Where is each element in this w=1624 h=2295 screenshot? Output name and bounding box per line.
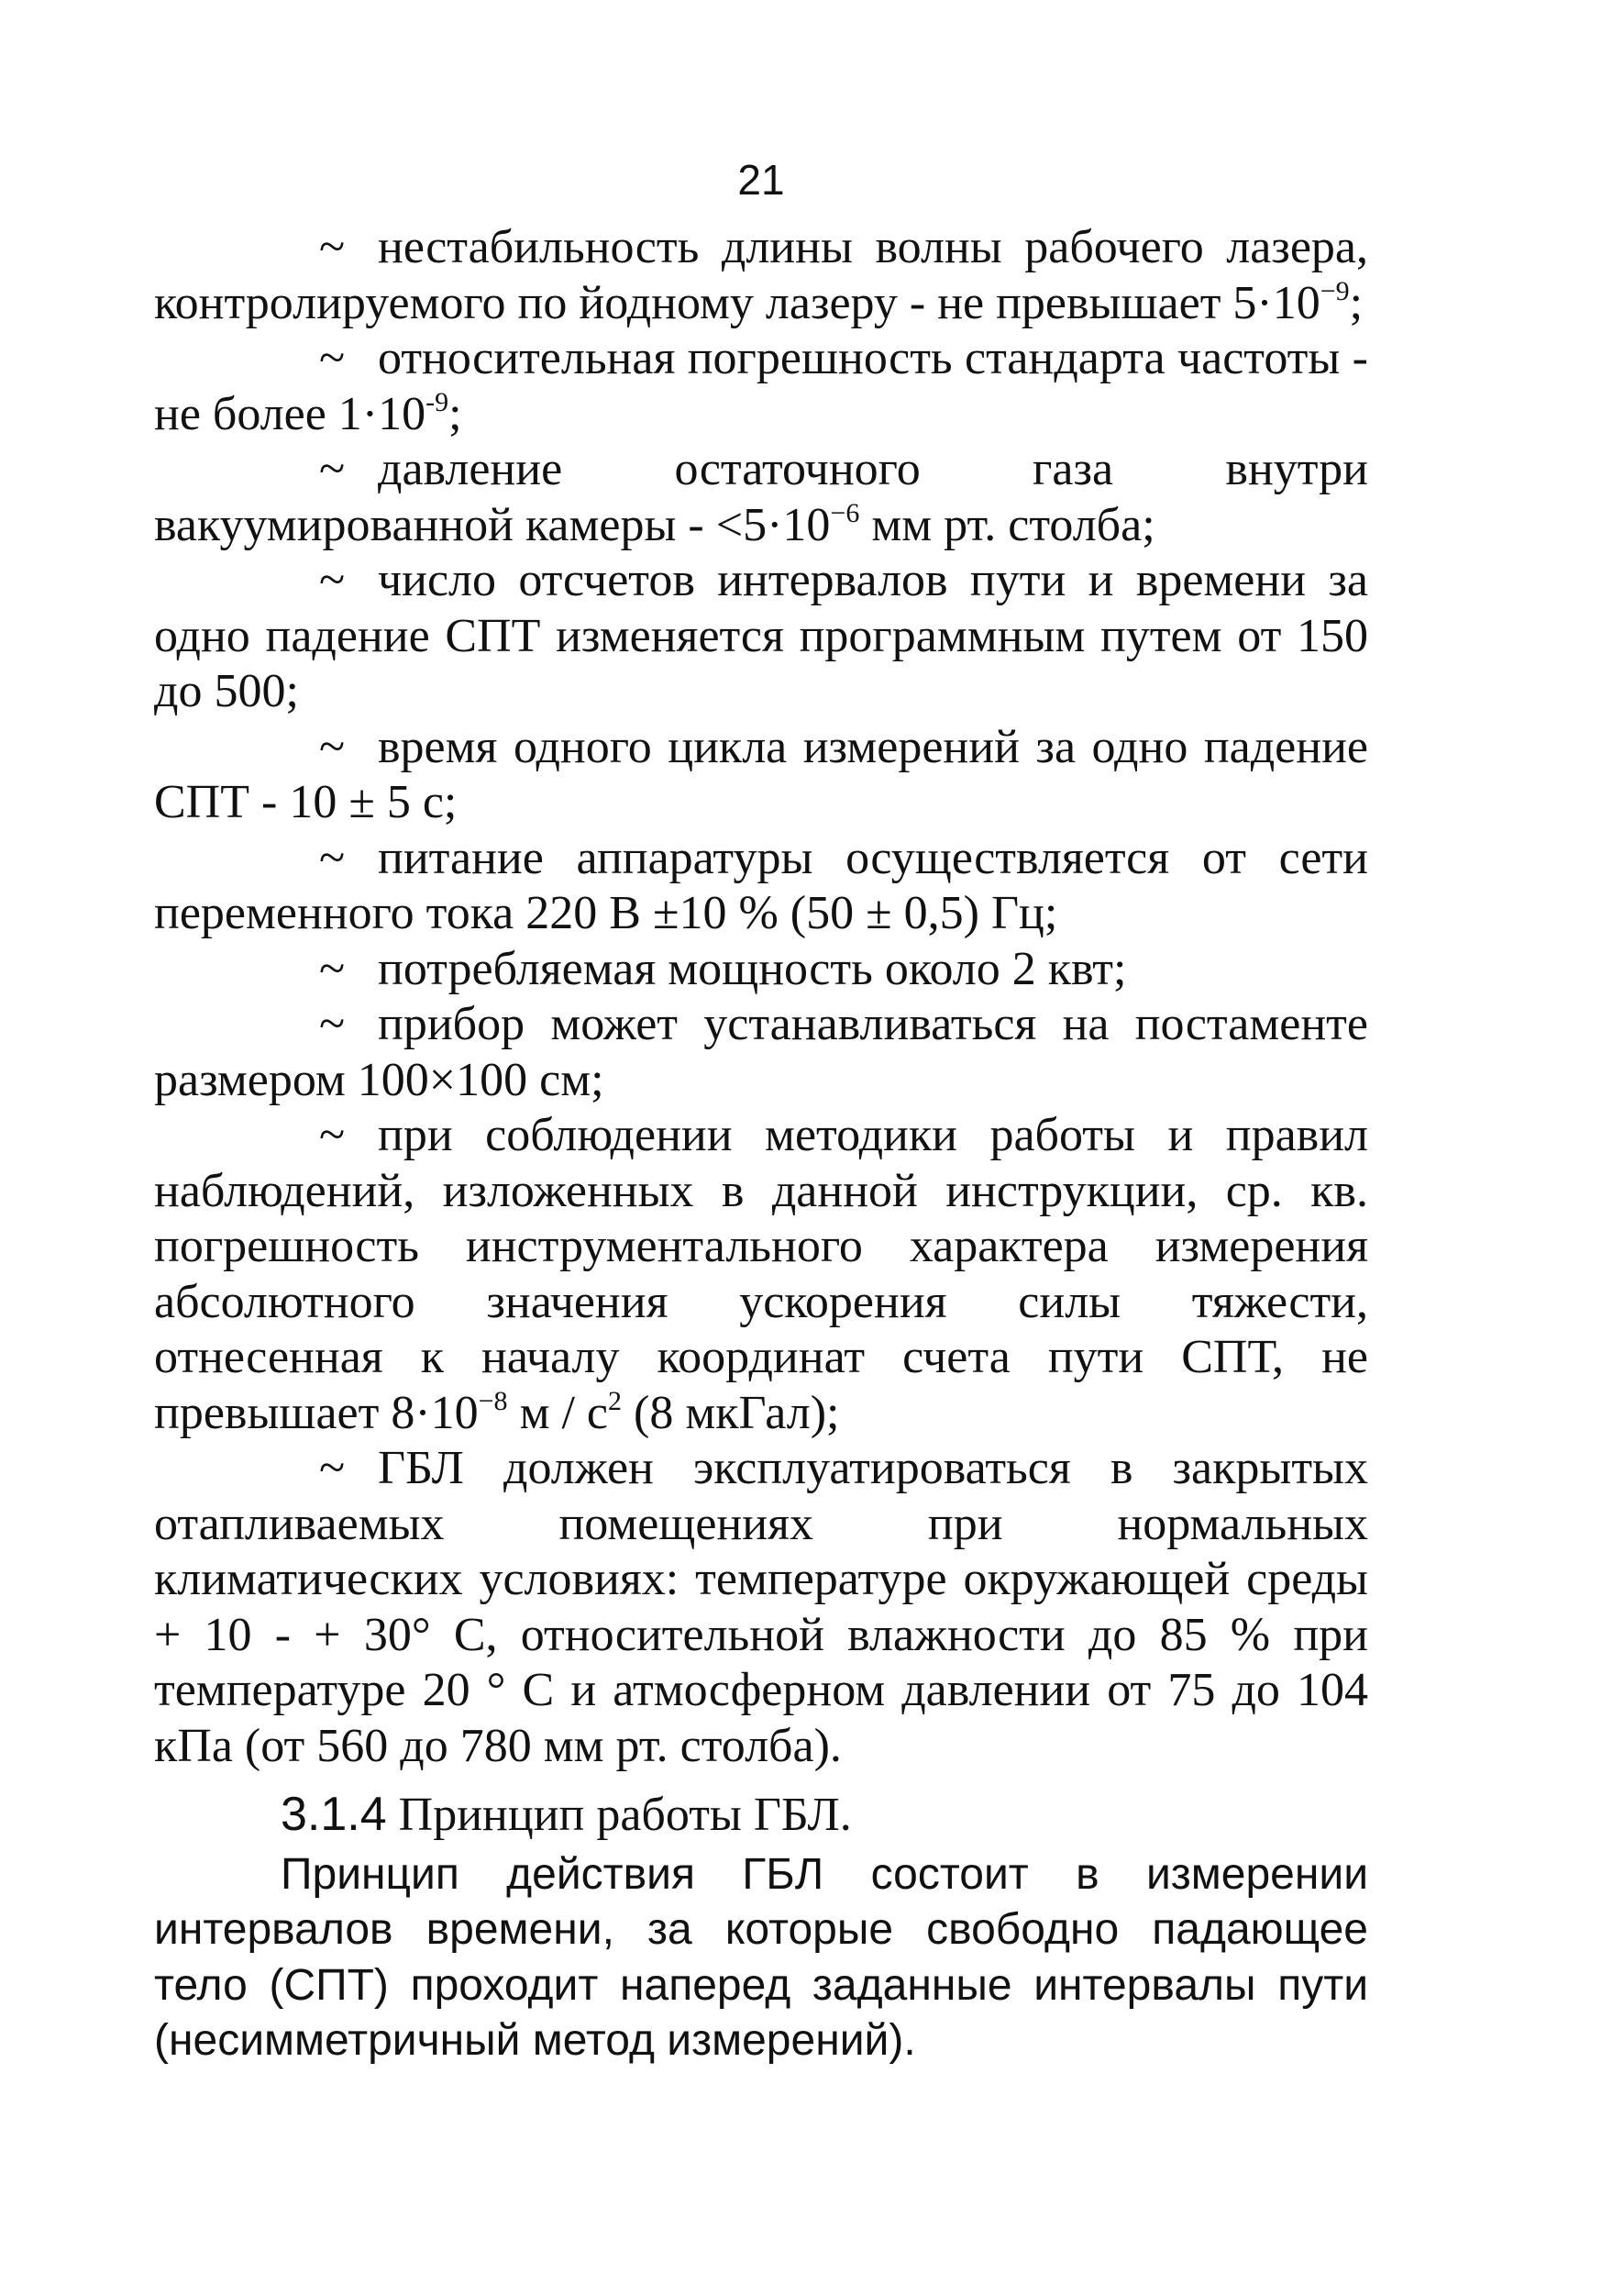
section-title: Принцип работы ГБЛ. [398,1789,852,1841]
exponent: -9 [425,386,449,417]
list-item-text: потребляемая мощность около 2 квт; [378,942,1127,995]
list-marker: ~ [319,443,346,495]
list-item-suffix: м / с [507,1386,608,1439]
section-number: 3.1.4 [281,1788,387,1841]
list-item-text: при соблюдении методики работы и правил наблюдений, изложенных в данной инструкции, ср. кв. погрешность инструментального характера измерения абсолютного значения ускорения силы тяжести, отнесенная к началу координат счета пути СПТ, не превышает 8·10 [154,1109,1368,1439]
list-item [154,720,1368,831]
page-number: 21 [737,156,785,204]
list-item-text: число отсчетов интервалов пути и времени за одно падение СПТ изменяется программным путем от 150 до 500; [154,554,1368,717]
list-item-suffix: ; [448,387,462,440]
list-item [154,442,1368,553]
list-item [154,1441,1368,1774]
body-paragraph: Принцип действия ГБЛ состоит в измерении интервалов времени, за которые свободно падающее тело (СПТ) проходит наперед заданные интервалы пути (несимметричный метод измерений). [154,1849,1368,2065]
list-item [154,553,1368,720]
list-marker: ~ [319,998,346,1050]
list-item [154,331,1368,442]
list-item-text: давление остаточного газа внутри вакуумированной камеры - <5·10 [154,443,1368,551]
list-item [154,997,1368,1108]
list-marker: ~ [319,831,346,884]
list-item-suffix: ; [1349,276,1364,329]
exponent: −6 [830,497,860,528]
list-item-text: нестабильность длины волны рабочего лазера, контролируемого по йодному лазеру - не превышает 5·10 [154,221,1368,329]
list-marker: ~ [319,942,346,995]
section-heading [154,1787,1368,1844]
list-marker: ~ [319,554,346,606]
list-item-text: время одного цикла измерений за одно падение СПТ - 10 ± 5 с; [154,720,1368,828]
list-item-suffix: мм рт. столба; [859,498,1155,551]
list-item [154,220,1368,331]
list-item [154,831,1368,942]
exponent: −9 [1320,275,1350,306]
list-item-text: питание аппаратуры осуществляется от сети переменного тока 220 В ±10 % (50 ± 0,5) Гц; [154,831,1368,939]
list-marker: ~ [319,1109,346,1161]
list-marker: ~ [319,221,346,273]
exponent: 2 [608,1385,622,1416]
list-item [154,942,1368,998]
document-body [154,220,1368,2069]
list-item-text: относительная погрешность стандарта частоты - не более 1·10 [154,332,1368,440]
list-item [154,1108,1368,1441]
list-marker: ~ [319,332,346,384]
exponent: −8 [478,1385,508,1416]
list-item-text: ГБЛ должен эксплуатироваться в закрытых отапливаемых помещениях при нормальных климатических условиях: температуре окружающей среды + 10 - + 30° С, относительной влажности до 85 % при температуре 20 ° С и атмосферном давлении от 75 до 104 кПа (от 560 до 780 мм рт. столба). [154,1442,1368,1772]
list-item-suffix: (8 мкГал); [622,1386,840,1439]
list-marker: ~ [319,720,346,773]
list-marker: ~ [319,1442,346,1494]
list-item-text: прибор может устанавливаться на постаменте размером 100×100 см; [154,998,1368,1106]
